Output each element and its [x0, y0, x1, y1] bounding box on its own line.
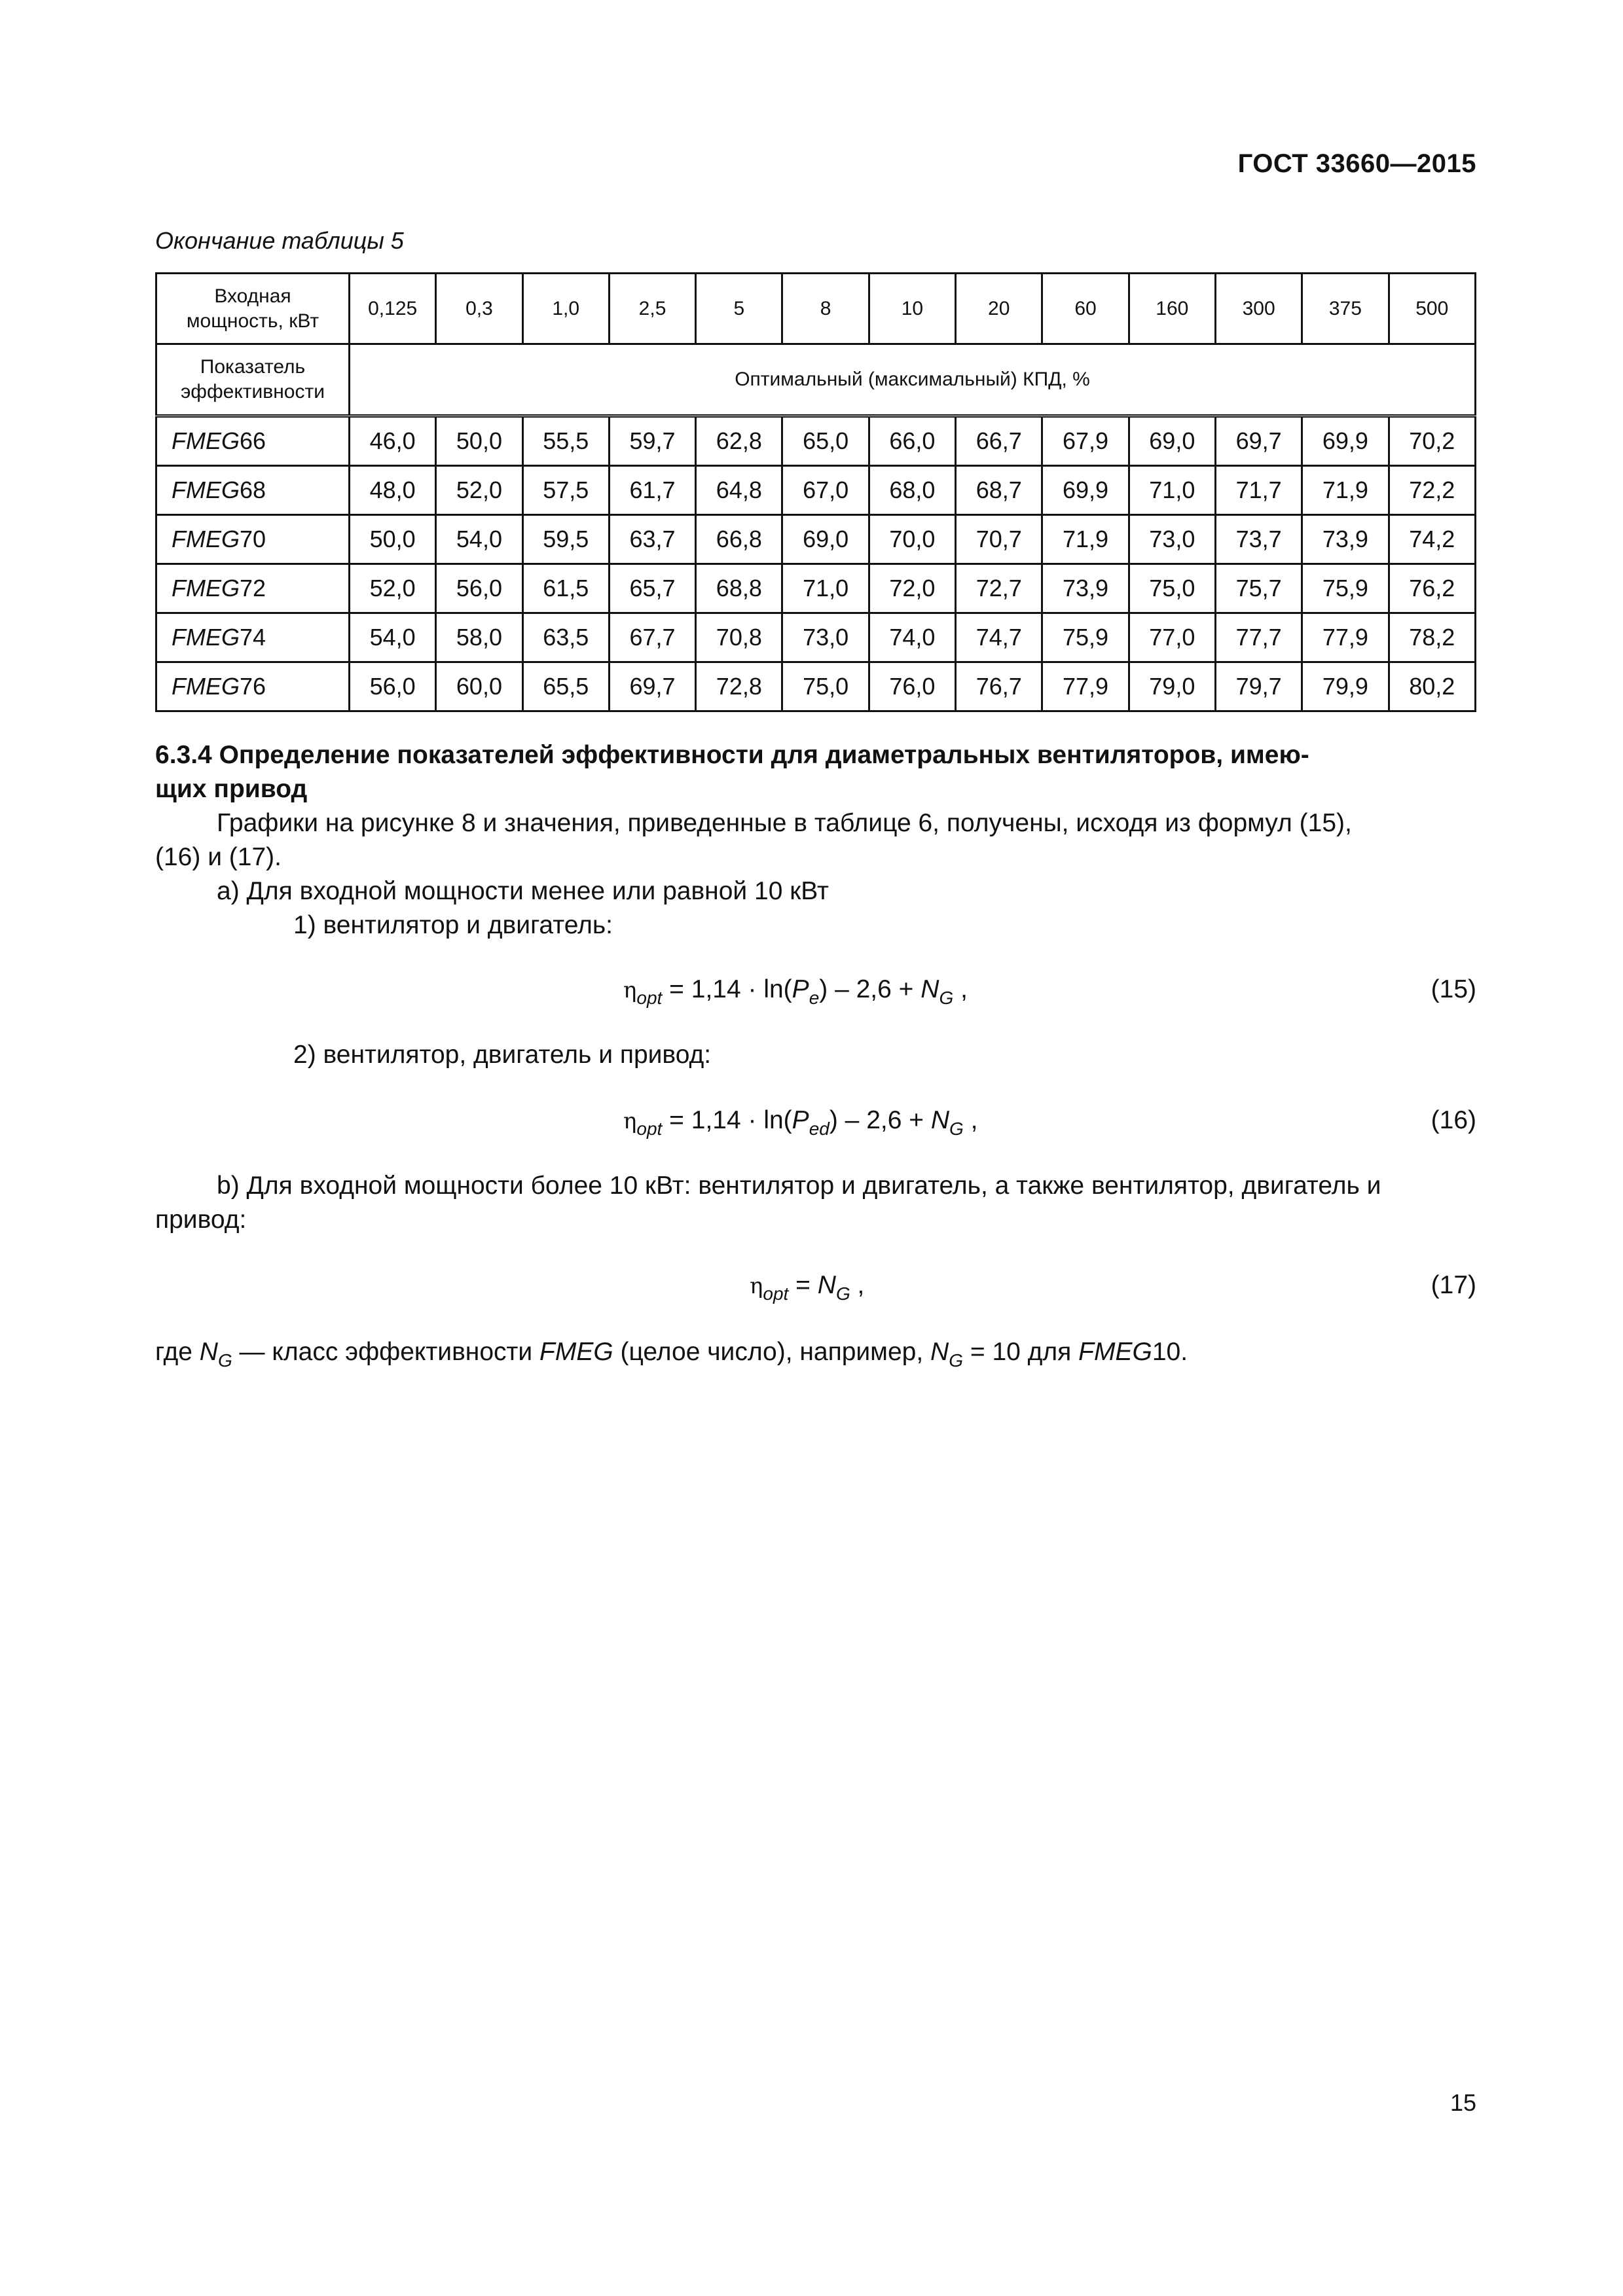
opt-subscript: opt [763, 1283, 789, 1304]
efficiency-value-cell: 79,0 [1129, 662, 1215, 711]
power-header-cell: 60 [1042, 274, 1129, 344]
power-header-cell: 1,0 [522, 274, 609, 344]
table-row [156, 564, 1476, 613]
efficiency-value-cell: 73,9 [1302, 515, 1389, 564]
formula-text: = 1,14 · ln( [662, 1106, 792, 1134]
efficiency-value-cell: 54,0 [436, 515, 522, 564]
efficiency-value-cell: 68,8 [696, 564, 782, 613]
grade-prefix: FMEG [172, 427, 240, 454]
efficiency-value-cell: 70,8 [696, 613, 782, 662]
ng-variable: N [930, 1338, 949, 1366]
power-header-cell: 8 [782, 274, 869, 344]
efficiency-value-cell: 80,2 [1389, 662, 1475, 711]
power-header-cell: 10 [869, 274, 955, 344]
efficiency-value-cell: 65,0 [782, 416, 869, 466]
eta-symbol: η [623, 1108, 637, 1134]
efficiency-value-cell: 65,7 [609, 564, 695, 613]
efficiency-value-cell: 46,0 [350, 416, 436, 466]
ng-subscript: G [835, 1283, 850, 1304]
where-text: = 10 для [963, 1338, 1079, 1366]
eta-symbol: η [623, 977, 637, 1003]
efficiency-value-cell: 56,0 [350, 662, 436, 711]
efficiency-value-cell: 75,9 [1302, 564, 1389, 613]
section-heading-line: щих привод [155, 775, 308, 803]
table-row [156, 466, 1476, 515]
grade-number: 76 [240, 673, 266, 700]
row-label-line: эффективности [180, 381, 325, 403]
efficiency-value-cell: 61,5 [522, 564, 609, 613]
grade-number: 72 [240, 575, 266, 601]
row-label-index [156, 344, 350, 416]
item-b-line: привод: [155, 1206, 247, 1234]
efficiency-value-cell: 69,0 [1129, 416, 1215, 466]
efficiency-value-cell: 62,8 [696, 416, 782, 466]
efficiency-value-cell: 77,9 [1042, 662, 1129, 711]
grade-prefix: FMEG [172, 624, 240, 651]
power-header-cell: 0,125 [350, 274, 436, 344]
efficiency-value-cell: 75,0 [782, 662, 869, 711]
row-label-line: Входная [214, 285, 291, 307]
table-caption: Окончание таблицы 5 [155, 227, 404, 254]
power-header-cell: 500 [1389, 274, 1475, 344]
ng-subscript: G [949, 1119, 964, 1139]
efficiency-value-cell: 76,2 [1389, 564, 1475, 613]
formula-17 [750, 1271, 865, 1304]
efficiency-value-cell: 66,8 [696, 515, 782, 564]
efficiency-value-cell: 79,9 [1302, 662, 1389, 711]
eta-symbol: η [750, 1273, 763, 1299]
efficiency-value-cell: 72,2 [1389, 466, 1475, 515]
ng-variable: N [817, 1271, 836, 1299]
efficiency-value-cell: 48,0 [350, 466, 436, 515]
efficiency-value-cell: 73,9 [1042, 564, 1129, 613]
efficiency-value-cell: 71,0 [782, 564, 869, 613]
efficiency-value-cell: 71,0 [1129, 466, 1215, 515]
formula-text: = [788, 1271, 818, 1299]
efficiency-value-cell: 72,7 [956, 564, 1042, 613]
fmeg-term: FMEG [1078, 1338, 1152, 1366]
table-row [156, 515, 1476, 564]
efficiency-value-cell: 76,0 [869, 662, 955, 711]
table-row [156, 662, 1476, 711]
efficiency-value-cell: 60,0 [436, 662, 522, 711]
efficiency-value-cell: 74,2 [1389, 515, 1475, 564]
efficiency-grade-cell [156, 564, 350, 613]
efficiency-value-cell: 71,7 [1215, 466, 1302, 515]
power-variable: P [792, 1106, 809, 1134]
document-header: ГОСТ 33660—2015 [1237, 149, 1476, 178]
efficiency-value-cell: 77,0 [1129, 613, 1215, 662]
efficiency-value-cell: 59,5 [522, 515, 609, 564]
formula-number: (17) [1431, 1271, 1476, 1299]
efficiency-value-cell: 55,5 [522, 416, 609, 466]
formula-text: ) – 2,6 + [829, 1106, 931, 1134]
formula-15 [623, 975, 968, 1008]
grade-prefix: FMEG [172, 476, 240, 503]
efficiency-value-cell: 72,0 [869, 564, 955, 613]
efficiency-value-cell: 71,9 [1302, 466, 1389, 515]
power-header-cell: 0,3 [436, 274, 522, 344]
efficiency-value-cell: 69,9 [1042, 466, 1129, 515]
intro-paragraph-line: Графики на рисунке 8 и значения, приведенные в таблице 6, получены, исходя из формул (15), [217, 809, 1352, 837]
grade-number: 74 [240, 624, 266, 651]
table-header-row [156, 274, 1476, 344]
table-body [156, 416, 1476, 711]
fmeg-term: FMEG [539, 1338, 613, 1366]
grade-number: 68 [240, 476, 266, 503]
grade-prefix: FMEG [172, 526, 240, 552]
efficiency-value-cell: 72,8 [696, 662, 782, 711]
efficiency-value-cell: 75,0 [1129, 564, 1215, 613]
row-label-line: Показатель [200, 356, 306, 378]
grade-prefix: FMEG [172, 575, 240, 601]
efficiency-grade-cell [156, 515, 350, 564]
grade-number: 66 [240, 427, 266, 454]
efficiency-caption-cell: Оптимальный (максимальный) КПД, % [350, 344, 1476, 416]
power-subscript: e [809, 988, 820, 1008]
efficiency-value-cell: 65,5 [522, 662, 609, 711]
efficiency-value-cell: 77,7 [1215, 613, 1302, 662]
efficiency-value-cell: 76,7 [956, 662, 1042, 711]
efficiency-value-cell: 56,0 [436, 564, 522, 613]
where-text: — класс эффективности [232, 1338, 540, 1366]
power-variable: P [792, 975, 809, 1003]
power-header-cell: 160 [1129, 274, 1215, 344]
formula-number: (16) [1431, 1106, 1476, 1134]
efficiency-value-cell: 74,7 [956, 613, 1042, 662]
efficiency-value-cell: 68,7 [956, 466, 1042, 515]
efficiency-value-cell: 69,7 [609, 662, 695, 711]
efficiency-value-cell: 67,0 [782, 466, 869, 515]
opt-subscript: opt [636, 1119, 663, 1139]
grade-prefix: FMEG [172, 673, 240, 700]
efficiency-grade-cell [156, 466, 350, 515]
efficiency-value-cell: 68,0 [869, 466, 955, 515]
ng-subscript: G [217, 1350, 232, 1371]
efficiency-value-cell: 67,9 [1042, 416, 1129, 466]
table-row [156, 613, 1476, 662]
ng-variable: N [930, 1106, 950, 1134]
where-text: 10. [1152, 1338, 1188, 1366]
efficiency-value-cell: 63,7 [609, 515, 695, 564]
item-b-line: b) Для входной мощности более 10 кВт: вентилятор и двигатель, а также вентилятор, двигатель и [217, 1172, 1381, 1200]
ng-variable: N [921, 975, 939, 1003]
power-subscript: ed [809, 1119, 830, 1139]
efficiency-value-cell: 79,7 [1215, 662, 1302, 711]
efficiency-value-cell: 64,8 [696, 466, 782, 515]
formula-number: (15) [1431, 975, 1476, 1003]
table-subheader-row [156, 344, 1476, 416]
efficiency-value-cell: 77,9 [1302, 613, 1389, 662]
efficiency-value-cell: 50,0 [350, 515, 436, 564]
efficiency-value-cell: 73,0 [782, 613, 869, 662]
formula-text: ) – 2,6 + [819, 975, 921, 1003]
intro-paragraph-line: (16) и (17). [155, 843, 282, 871]
efficiency-value-cell: 57,5 [522, 466, 609, 515]
where-text: где [155, 1338, 200, 1366]
table-row [156, 416, 1476, 466]
power-header-cell: 375 [1302, 274, 1389, 344]
ng-subscript: G [939, 988, 954, 1008]
efficiency-value-cell: 66,7 [956, 416, 1042, 466]
efficiency-value-cell: 69,7 [1215, 416, 1302, 466]
power-header-cell: 300 [1215, 274, 1302, 344]
efficiency-value-cell: 73,0 [1129, 515, 1215, 564]
efficiency-value-cell: 75,9 [1042, 613, 1129, 662]
power-header-cell: 2,5 [609, 274, 695, 344]
efficiency-value-cell: 52,0 [436, 466, 522, 515]
efficiency-value-cell: 61,7 [609, 466, 695, 515]
formula-16 [623, 1106, 978, 1139]
section-heading-line: 6.3.4 Определение показателей эффективности для диаметральных вентиляторов, имею- [155, 741, 1309, 769]
row-label-line: мощность, кВт [186, 310, 319, 332]
power-header-cell: 20 [956, 274, 1042, 344]
row-label-power [156, 274, 350, 344]
efficiency-value-cell: 69,0 [782, 515, 869, 564]
page-number: 15 [1450, 2089, 1476, 2116]
efficiency-value-cell: 71,9 [1042, 515, 1129, 564]
efficiency-value-cell: 78,2 [1389, 613, 1475, 662]
efficiency-value-cell: 63,5 [522, 613, 609, 662]
item-a: a) Для входной мощности менее или равной 10 кВт [217, 877, 829, 905]
efficiency-value-cell: 73,7 [1215, 515, 1302, 564]
efficiency-value-cell: 70,2 [1389, 416, 1475, 466]
where-text: (целое число), например, [613, 1338, 931, 1366]
efficiency-value-cell: 70,7 [956, 515, 1042, 564]
efficiency-value-cell: 70,0 [869, 515, 955, 564]
where-clause [155, 1335, 1476, 1369]
formula-text: , [953, 975, 968, 1003]
efficiency-value-cell: 75,7 [1215, 564, 1302, 613]
power-header-cell: 5 [696, 274, 782, 344]
efficiency-value-cell: 59,7 [609, 416, 695, 466]
efficiency-value-cell: 52,0 [350, 564, 436, 613]
ng-subscript: G [949, 1350, 963, 1371]
efficiency-grade-cell [156, 416, 350, 466]
item-a2: 2) вентилятор, двигатель и привод: [293, 1041, 712, 1069]
efficiency-value-cell: 74,0 [869, 613, 955, 662]
efficiency-value-cell: 66,0 [869, 416, 955, 466]
efficiency-value-cell: 54,0 [350, 613, 436, 662]
efficiency-value-cell: 58,0 [436, 613, 522, 662]
efficiency-grade-cell [156, 662, 350, 711]
efficiency-value-cell: 50,0 [436, 416, 522, 466]
formula-text: , [850, 1271, 865, 1299]
efficiency-grade-cell [156, 613, 350, 662]
item-a1: 1) вентилятор и двигатель: [293, 911, 613, 939]
efficiency-value-cell: 67,7 [609, 613, 695, 662]
formula-text: = 1,14 · ln( [662, 975, 792, 1003]
opt-subscript: opt [636, 988, 663, 1008]
efficiency-table [155, 272, 1476, 712]
grade-number: 70 [240, 526, 266, 552]
efficiency-value-cell: 69,9 [1302, 416, 1389, 466]
ng-variable: N [199, 1338, 218, 1366]
formula-text: , [963, 1106, 978, 1134]
